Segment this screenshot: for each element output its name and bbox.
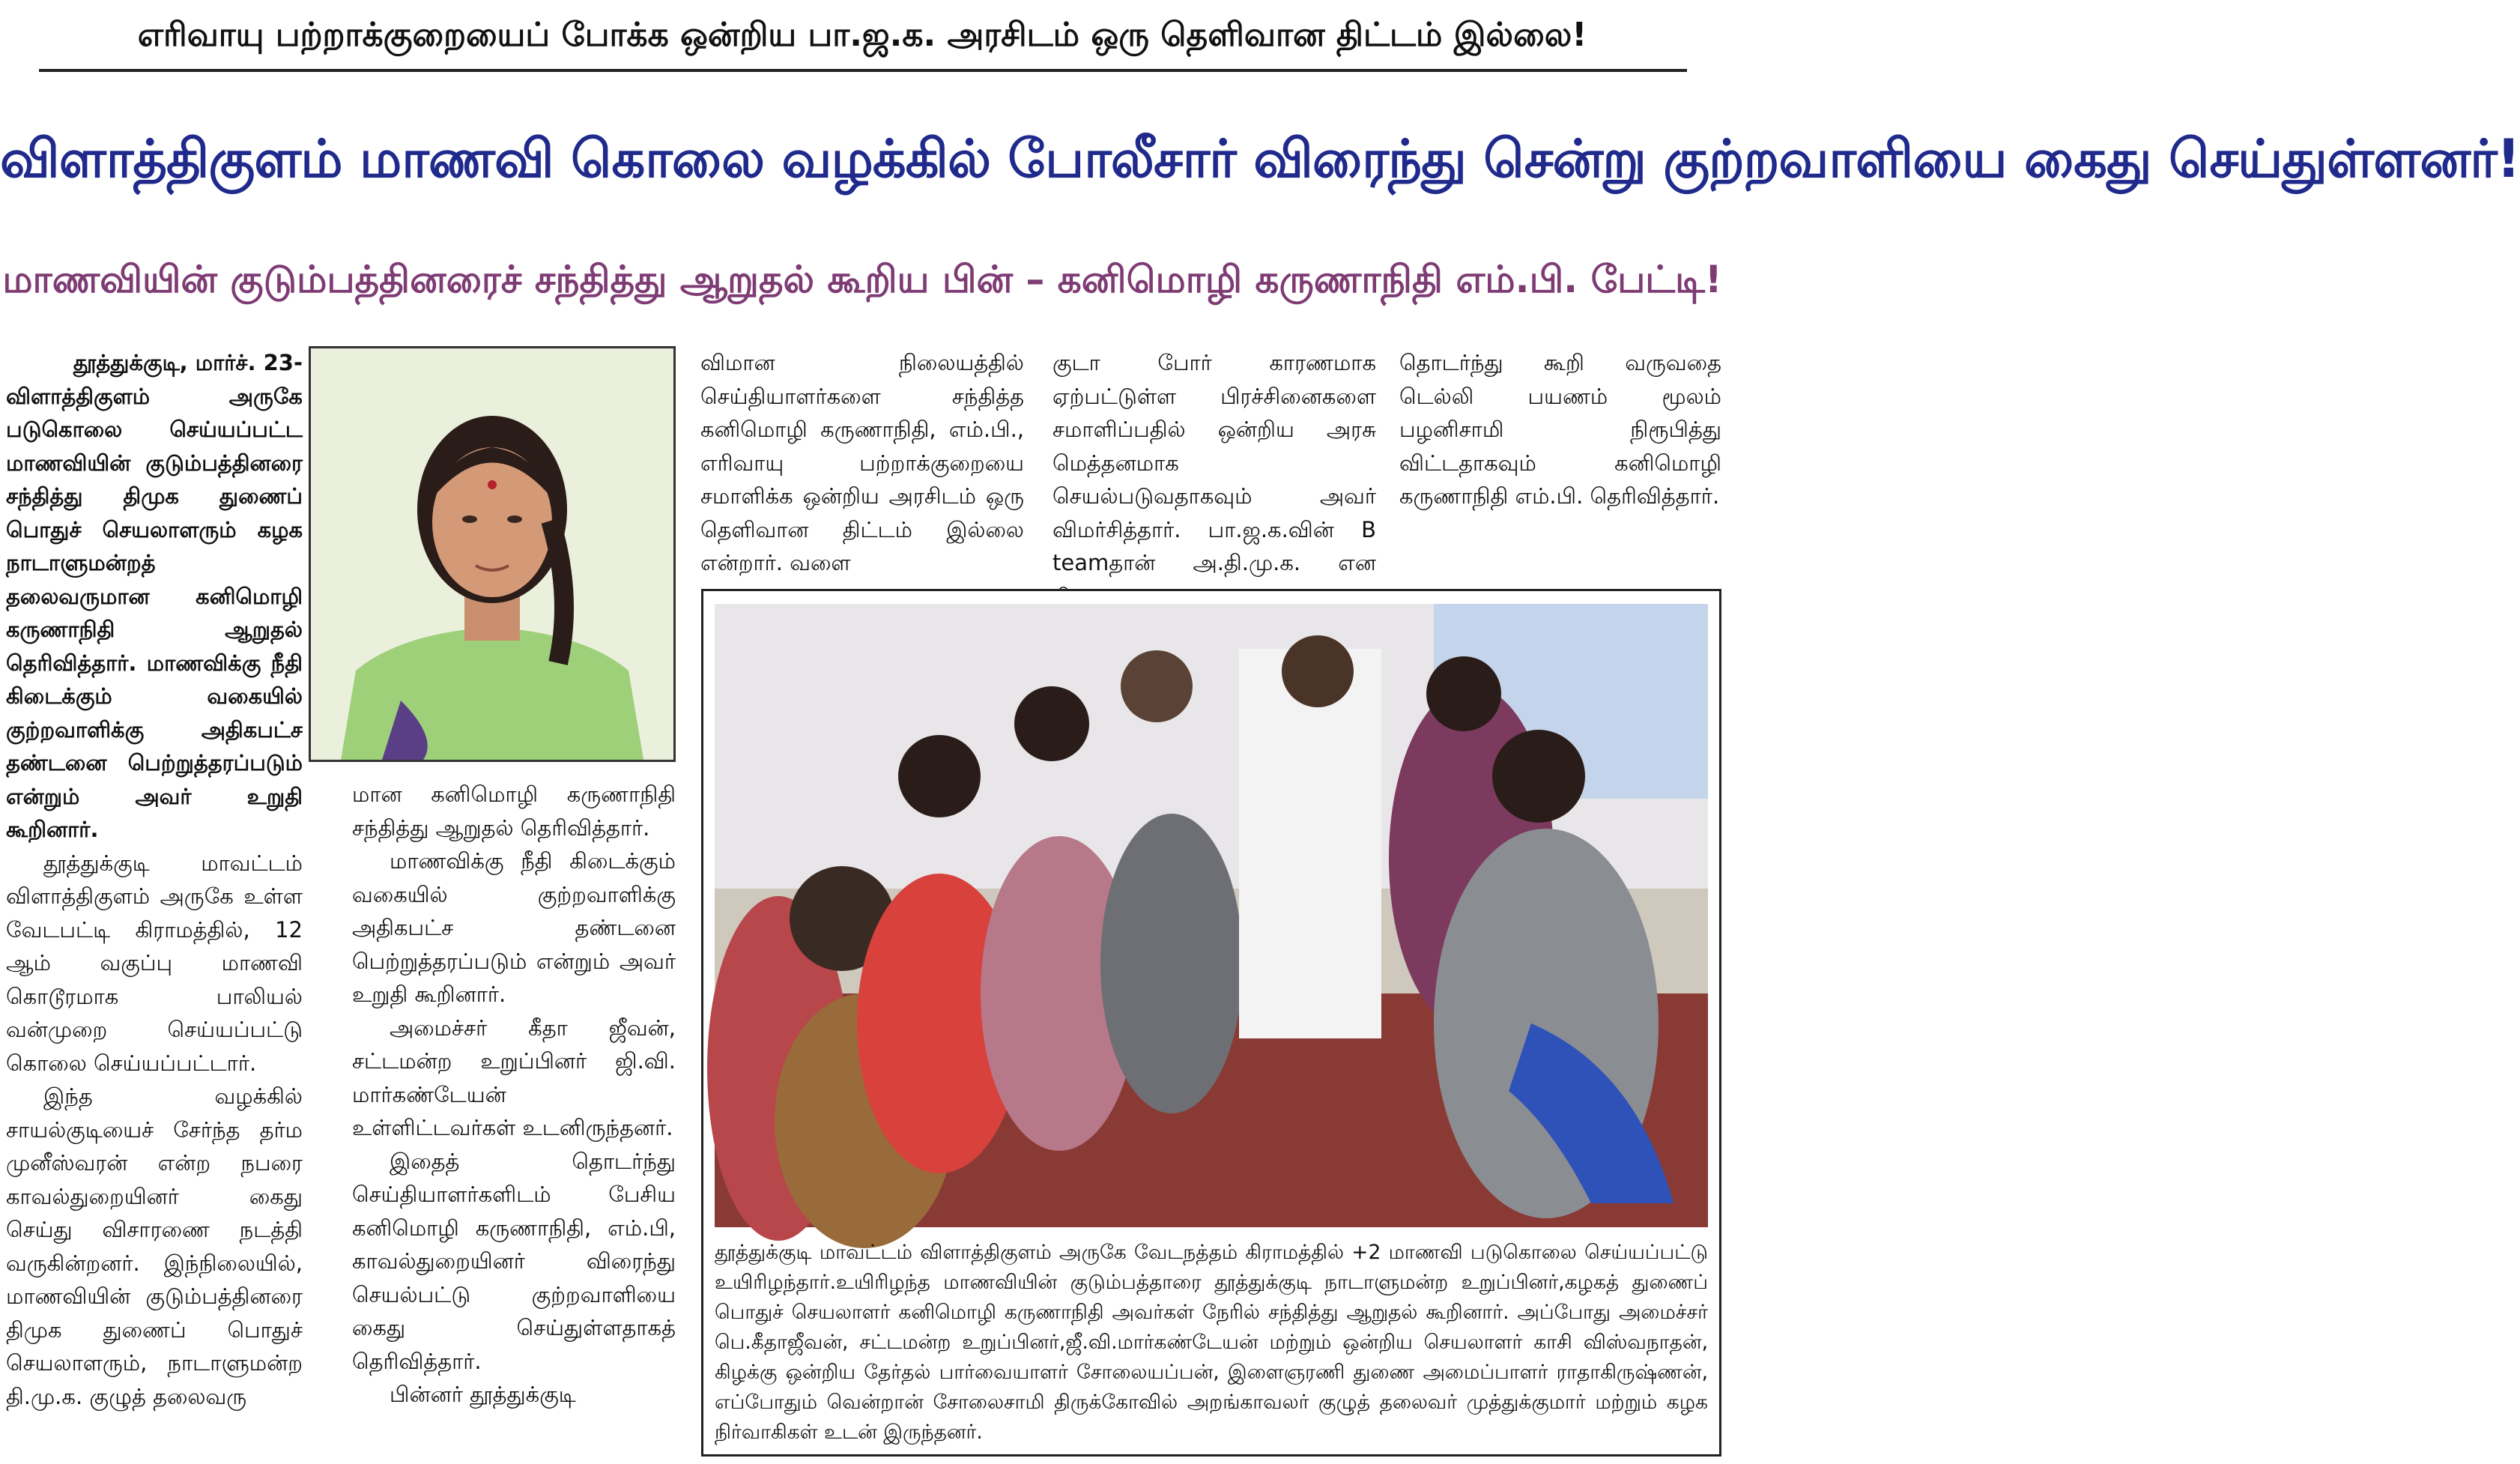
- article-lead: விளாத்திகுளம் அருகே படுகொலை செய்யப்பட்ட மாணவியின் குடும்பத்தினரை சந்தித்து திமுக துணைப் பொதுச் செயலாளரும் கழக நாடாளுமன்றத் தலைவருமான கனிமொழி கருணாநிதி ஆறுதல் தெரிவித்தார். மாணவிக்கு நீதி கிடைக்கும் வகையில் குற்றவாளிக்கு அதிகபட்ச தண்டனை பெற்றுத்தரப்படும் என்றும் அவர் உறுதி கூறினார்.: [6, 383, 303, 842]
- dateline: தூத்துக்குடி, மார்ச். 23-: [73, 350, 303, 375]
- article-paragraph: இந்த வழக்கில் சாயல்குடியைச் சேர்ந்த தர்ம முனீஸ்வரன் என்ற நபரை காவல்துறையினர் கைது செய்து விசாரணை நடத்தி வருகின்றனர். இந்நிலையில், மாணவியின் குடும்பத்தினரை திமுக துணைப் பொதுச் செயலாளரும், நாடாளுமன்ற தி.மு.க. குழுத் தலைவரு: [6, 1083, 303, 1409]
- article-paragraph: அமைச்சர் கீதா ஜீவன், சட்டமன்ற உறுப்பினர் ஜி.வி. மார்கண்டேயன் உள்ளிட்டவர்கள் உடனிருந்தனர்.: [352, 1014, 676, 1140]
- article-column-1: [6, 346, 303, 1455]
- main-headline: விளாத்திகுளம் மாணவி கொலை வழக்கில் போலீசார் விரைந்து சென்று குற்றவாளியை கைது செய்துள்ளனர்!: [0, 128, 2520, 190]
- article-paragraph: மாணவிக்கு நீதி கிடைக்கும் வகையில் குற்றவாளிக்கு அதிகபட்ச தண்டனை பெற்றுத்தரப்படும் என்றும் அவர் உறுதி கூறினார்.: [352, 848, 676, 1007]
- news-photo: [715, 604, 1708, 1227]
- article-paragraph: மான கனிமொழி கருணாநிதி சந்தித்து ஆறுதல் தெரிவித்தார்.: [352, 781, 676, 841]
- portrait-image: [311, 348, 673, 760]
- article-paragraph: தூத்துக்குடி மாவட்டம் விளாத்திகுளம் அருகே உள்ள வேடபட்டி கிராமத்தில், 12 ஆம் வகுப்பு மாணவி கொடூரமாக பாலியல் வன்முறை செய்யப்பட்டு கொலை செய்யப்பட்டார்.: [6, 850, 303, 1076]
- article-paragraph: இதைத் தொடர்ந்து செய்தியாளர்களிடம் பேசிய கனிமொழி கருணாநிதி, எம்.பி, காவல்துறையினர் விரைந்து செயல்பட்டு குற்றவாளியை கைது செய்துள்ளதாகத் தெரிவித்தார்.: [352, 1148, 676, 1374]
- article-column-2: [352, 778, 676, 1452]
- article-paragraph: விமான நிலையத்தில் செய்தியாளர்களை சந்தித்த கனிமொழி கருணாநிதி, எம்.பி., எரிவாயு பற்றாக்குறையை சமாளிக்க ஒன்றிய அரசிடம் ஒரு தெளிவான திட்டம் இல்லை என்றார். வளை: [700, 350, 1024, 575]
- portrait-photo: [309, 346, 676, 762]
- article-column-5: [1399, 346, 1721, 571]
- article-paragraph: குடா போர் காரணமாக ஏற்பட்டுள்ள பிரச்சினைகளை சமாளிப்பதில் ஒன்றிய அரசு மெத்தனமாக செயல்படுவதாகவும் அவர் விமர்சித்தார். பா.ஜ.க.வின் B teamதான் அ.தி.மு.க. என: [1052, 350, 1376, 575]
- news-photo-image: [715, 604, 1708, 1227]
- article-column-4: [1052, 346, 1376, 575]
- article-column-3: [700, 346, 1024, 575]
- top-headline: எரிவாயு பற்றாக்குறையைப் போக்க ஒன்றிய பா.ஜ.க. அரசிடம் ஒரு தெளிவான திட்டம் இல்லை!: [137, 16, 1587, 54]
- article-paragraph: தொடர்ந்து கூறி வருவதை டெல்லி பயணம் மூலம் பழனிசாமி நிரூபித்து விட்டதாகவும் கனிமொழி கருணாநிதி எம்.பி. தெரிவித்தார்.: [1399, 350, 1721, 509]
- headline-divider: [39, 69, 1687, 72]
- photo-caption: தூத்துக்குடி மாவட்டம் விளாத்திகுளம் அருகே வேடநத்தம் கிராமத்தில் +2 மாணவி படுகொலை செய்யப்பட்டு உயிரிழந்தார்.உயிரிழந்த மாணவியின் குடும்பத்தாரை தூத்துக்குடி நாடாளுமன்ற உறுப்பினர்,கழகத் துணைப் பொதுச் செயலாளர் கனிமொழி கருணாநிதி அவர்கள் நேரில் சந்தித்து ஆறுதல் கூறினார். அப்போது அமைச்சர் பெ.கீதாஜீவன், சட்டமன்ற உறுப்பினர்,ஜீ.வி.மார்கண்டேயன் மற்றும் ஒன்றிய செயலாளர் காசி விஸ்வநாதன், கிழக்கு ஒன்றிய தேர்தல் பார்வையாளர் சோலையப்பன், இளைஞரணி துணை அமைப்பாளர் ராதாகிருஷ்ணன், எப்போதும் வென்றான் சோலைசாமி திருக்கோவில் அறங்காவலர் குழுத் தலைவர் முத்துக்குமார் மற்றும் கழக நிர்வாகிகள் உடன் இருந்தனர்.: [715, 1241, 1708, 1444]
- sub-headline: மாணவியின் குடும்பத்தினரைச் சந்தித்து ஆறுதல் கூறிய பின் – கனிமொழி கருணாநிதி எம்.பி. பேட்டி!: [2, 258, 1722, 301]
- article-paragraph: பின்னர் தூத்துக்குடி: [390, 1382, 576, 1407]
